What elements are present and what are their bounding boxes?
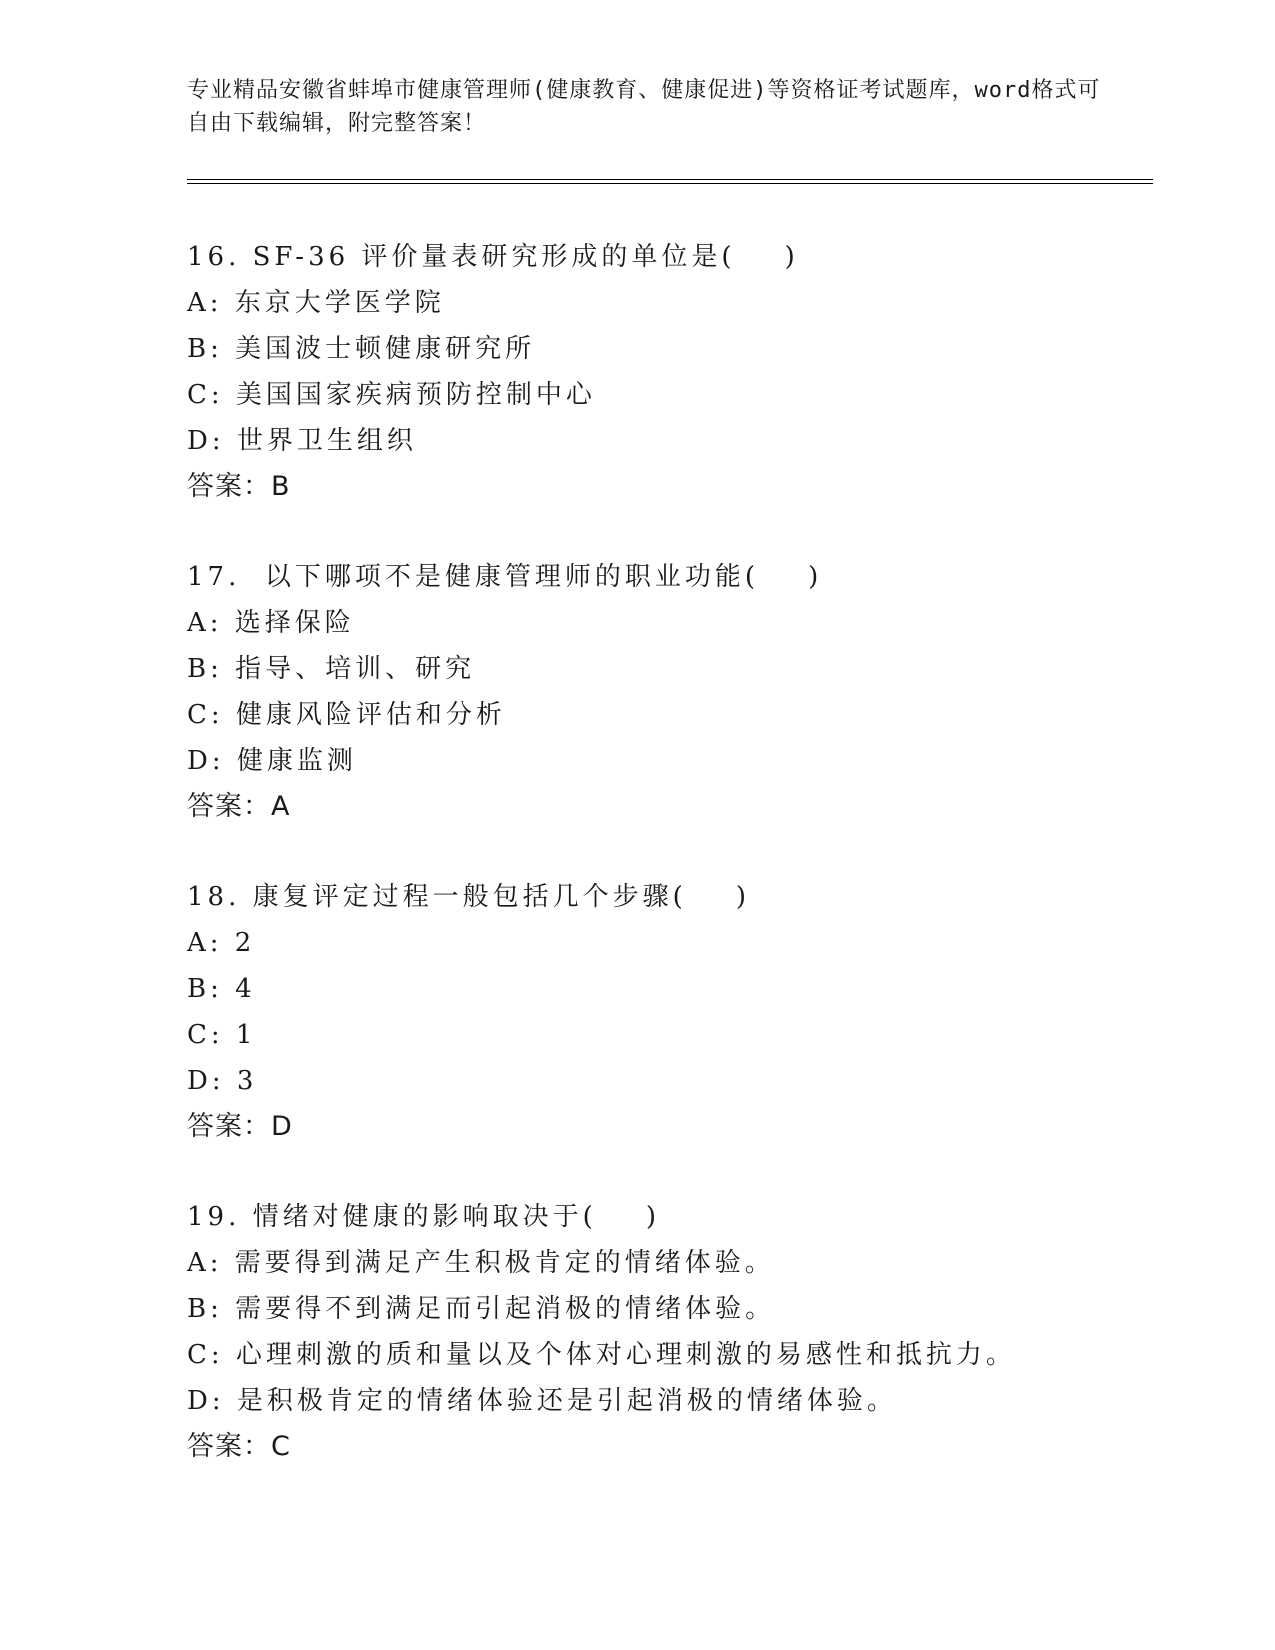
question-stem: 19. 情绪对健康的影响取决于( ) xyxy=(187,1202,660,1232)
option-d: D: 3 xyxy=(187,1066,258,1096)
question-stem: 16. SF-36 评价量表研究形成的单位是( ) xyxy=(187,242,799,272)
option-d: D: 是积极肯定的情绪体验还是引起消极的情绪体验。 xyxy=(187,1386,897,1416)
option-a: A: 东京大学医学院 xyxy=(187,288,445,318)
option-b: B: 美国波士顿健康研究所 xyxy=(187,334,536,364)
header-divider-top xyxy=(187,179,1153,180)
header-divider-bottom xyxy=(187,183,1153,184)
option-c: C: 美国国家疾病预防控制中心 xyxy=(187,380,596,410)
option-b: B: 需要得不到满足而引起消极的情绪体验。 xyxy=(187,1294,776,1324)
answer-label: 答案：A xyxy=(187,791,291,822)
question-stem: 18. 康复评定过程一般包括几个步骤( ) xyxy=(187,882,750,912)
option-c: C: 健康风险评估和分析 xyxy=(187,700,506,730)
answer-label: 答案：B xyxy=(187,471,291,502)
option-d: D: 健康监测 xyxy=(187,746,357,776)
option-a: A: 2 xyxy=(187,928,256,958)
option-b: B: 指导、培训、研究 xyxy=(187,654,476,684)
option-d: D: 世界卫生组织 xyxy=(187,426,417,456)
option-a: A: 选择保险 xyxy=(187,608,355,638)
document-header: 专业精品安徽省蚌埠市健康管理师(健康教育、健康促进)等资格证考试题库，word格式可自由下载编辑，附完整答案！ xyxy=(187,78,1101,136)
option-c: C: 心理刺激的质和量以及个体对心理刺激的易感性和抵抗力。 xyxy=(187,1340,1016,1370)
answer-label: 答案：C xyxy=(187,1431,291,1462)
option-b: B: 4 xyxy=(187,974,256,1004)
option-a: A: 需要得到满足产生积极肯定的情绪体验。 xyxy=(187,1248,775,1278)
question-stem: 17. 以下哪项不是健康管理师的职业功能( ) xyxy=(187,562,823,592)
answer-label: 答案：D xyxy=(187,1111,293,1142)
question-19 xyxy=(187,1194,1153,1470)
question-16 xyxy=(187,234,1153,510)
question-17 xyxy=(187,554,1153,830)
option-c: C: 1 xyxy=(187,1020,257,1050)
question-18 xyxy=(187,874,1153,1150)
